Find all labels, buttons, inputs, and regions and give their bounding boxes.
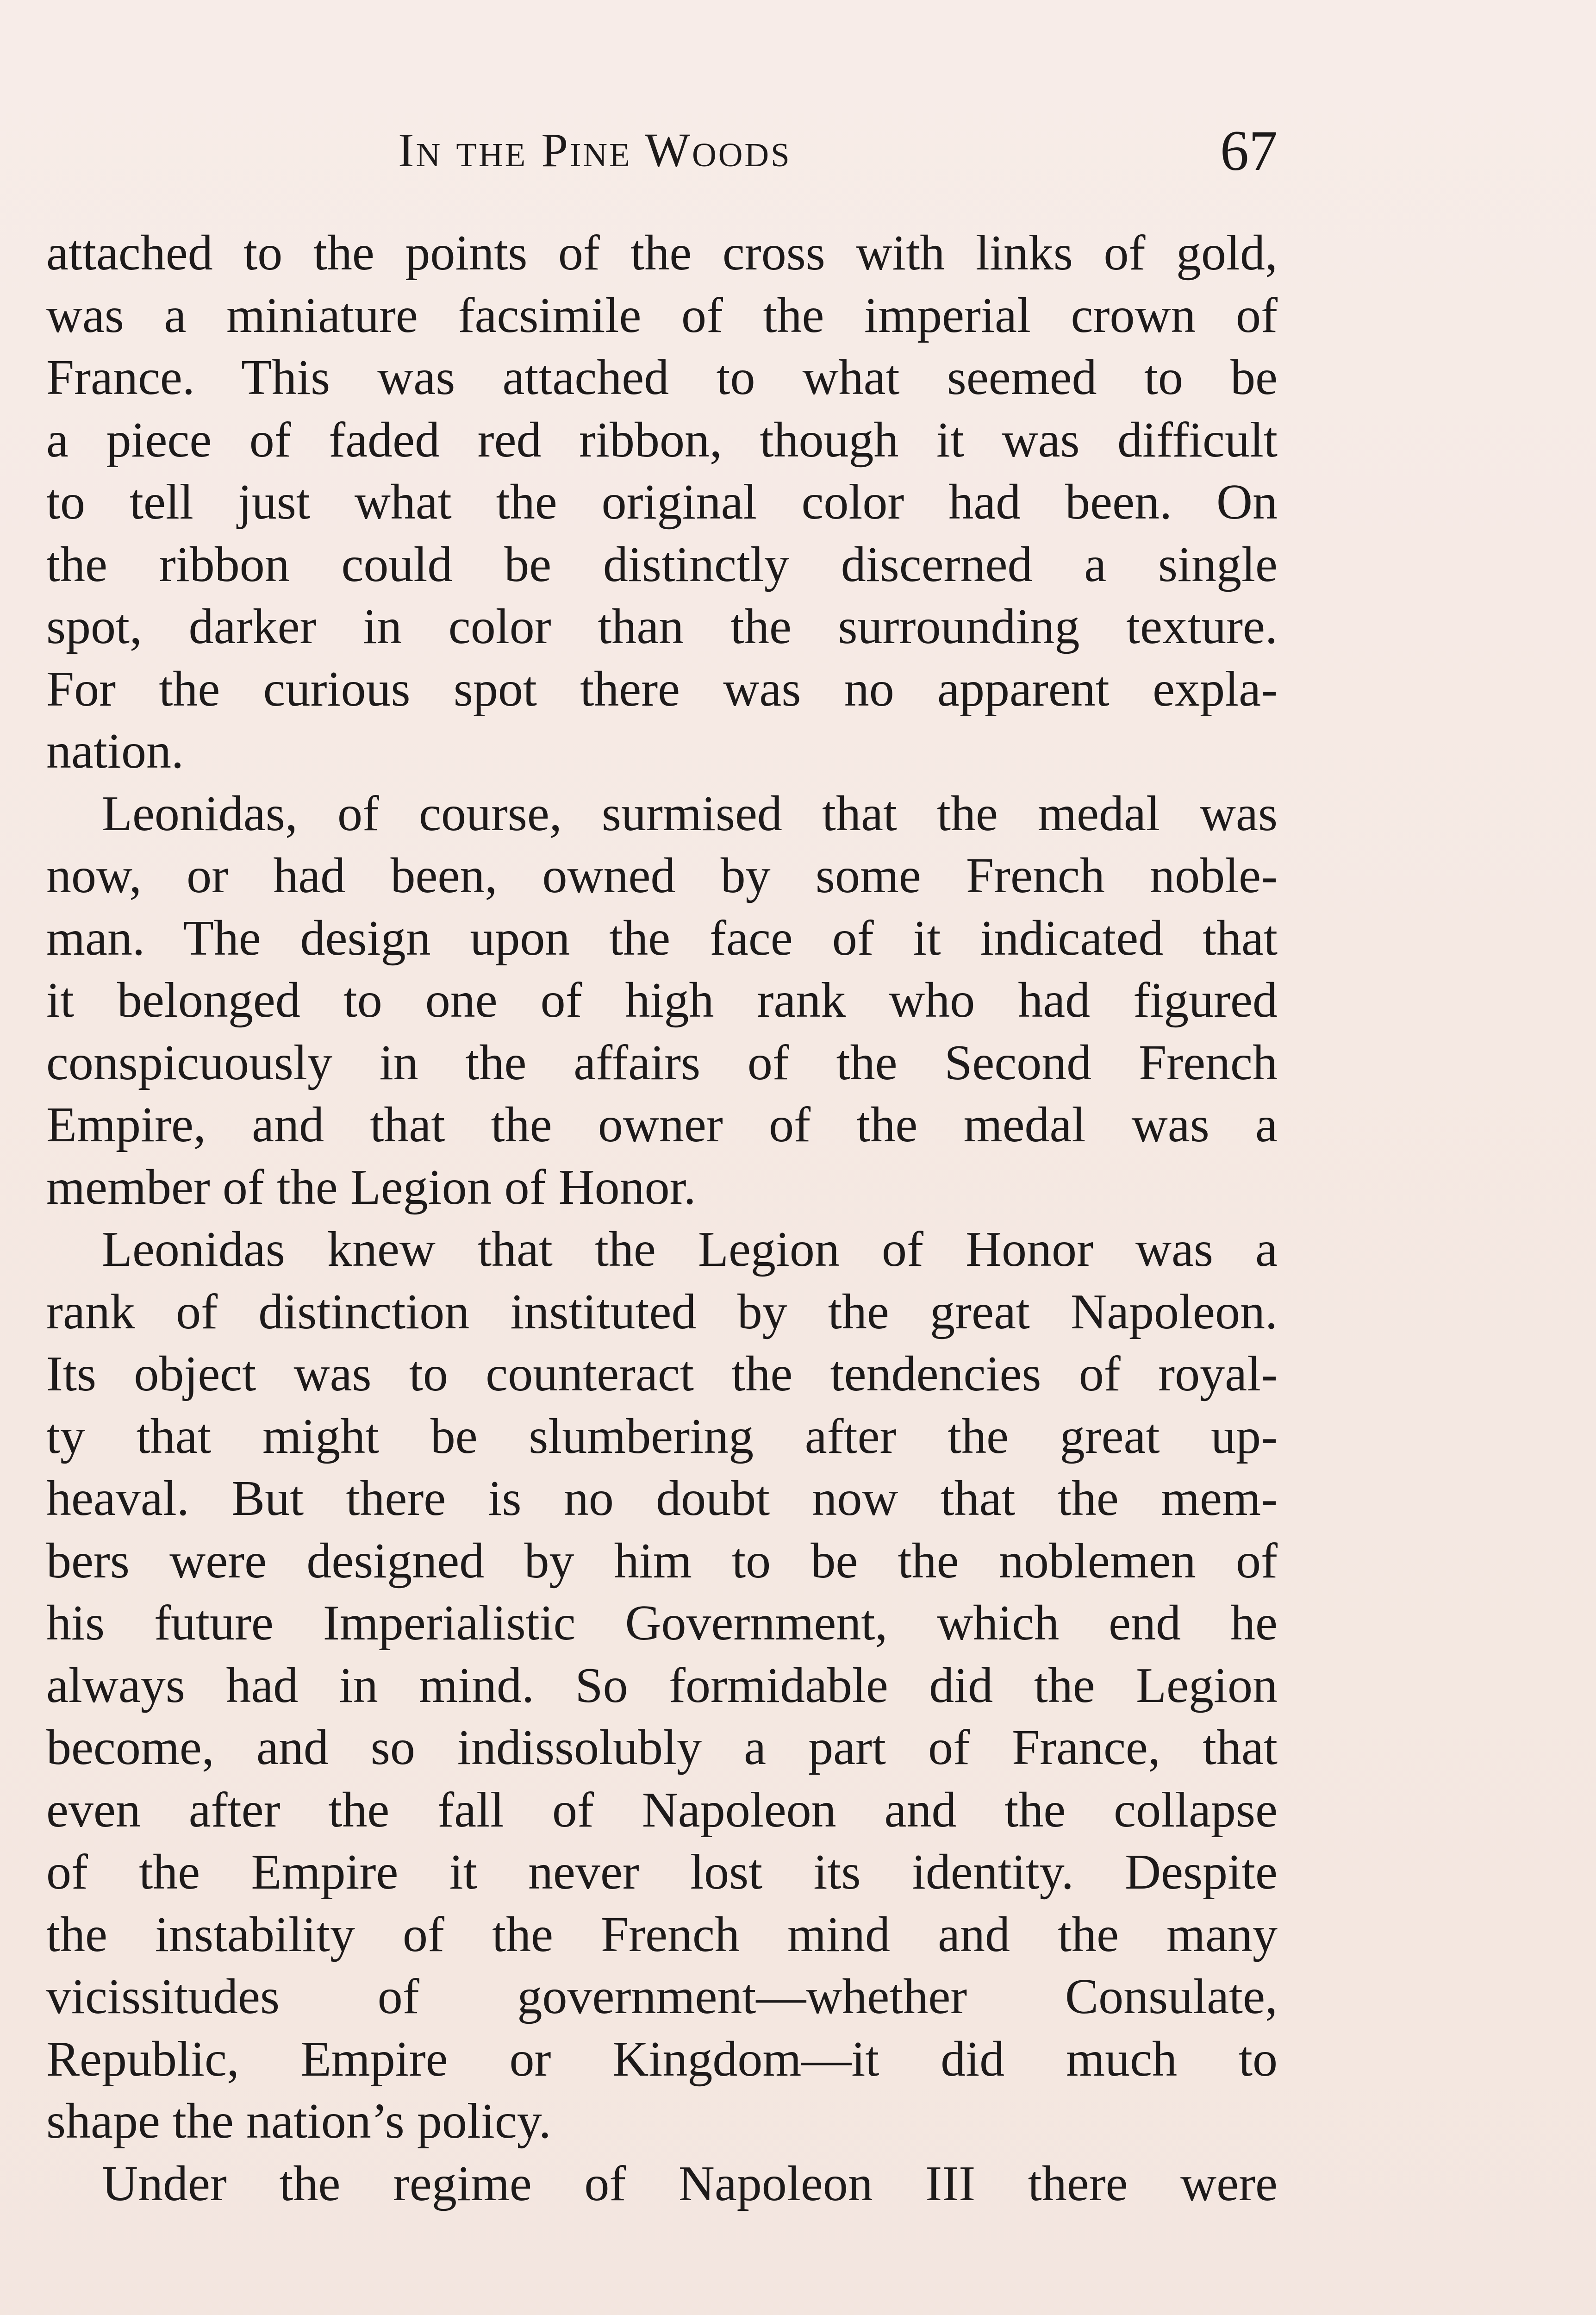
running-head	[46, 118, 1278, 188]
text-line: bers were designed by him to be the noblemen of	[46, 1533, 1278, 1589]
paragraph-first-line: Under the regime of Napoleon III there were	[102, 2156, 1278, 2211]
text-line: vicissitudes of government—whether Consulate,	[46, 1969, 1278, 2024]
text-line: always had in mind. So formidable did the Legion	[46, 1658, 1278, 1713]
text-line: to tell just what the original color had been. On	[46, 475, 1278, 530]
text-line: shape the nation’s policy.	[46, 2094, 551, 2149]
text-line: For the curious spot there was no apparent expla-	[46, 661, 1278, 717]
text-line: attached to the points of the cross with links of gold,	[46, 225, 1278, 281]
text-line: conspicuously in the affairs of the Second French	[46, 1035, 1278, 1090]
text-line: heaval. But there is no doubt now that the mem-	[46, 1471, 1278, 1526]
text-line: even after the fall of Napoleon and the collapse	[46, 1782, 1278, 1838]
running-title: In the Pine Woods	[398, 124, 792, 177]
text-line: ty that might be slumbering after the great up-	[46, 1408, 1278, 1464]
text-line: become, and so indissolubly a part of France, that	[46, 1720, 1278, 1775]
text-line: his future Imperialistic Government, which end he	[46, 1595, 1278, 1651]
text-line: the instability of the French mind and the many	[46, 1907, 1278, 1962]
text-line: member of the Legion of Honor.	[46, 1159, 696, 1215]
text-line: rank of distinction instituted by the great Napoleon.	[46, 1284, 1278, 1339]
text-line: a piece of faded red ribbon, though it was difficult	[46, 412, 1278, 468]
text-line: it belonged to one of high rank who had figured	[46, 973, 1278, 1028]
text-line: man. The design upon the face of it indicated that	[46, 910, 1278, 966]
page-number: 67	[1220, 119, 1278, 182]
text-line: Republic, Empire or Kingdom—it did much to	[46, 2031, 1278, 2087]
text-line: Empire, and that the owner of the medal was a	[46, 1097, 1278, 1152]
text-line: the ribbon could be distinctly discerned a single	[46, 537, 1278, 592]
body-text	[46, 222, 1278, 2215]
text-line: spot, darker in color than the surrounding texture.	[46, 599, 1278, 654]
paragraph-first-line: Leonidas, of course, surmised that the medal was	[102, 786, 1278, 841]
text-line: was a miniature facsimile of the imperial crown of	[46, 288, 1278, 343]
text-line: nation.	[46, 724, 184, 779]
text-line: now, or had been, owned by some French noble-	[46, 848, 1278, 903]
text-line: France. This was attached to what seemed to be	[46, 350, 1278, 405]
text-line: of the Empire it never lost its identity. Despite	[46, 1845, 1278, 1900]
text-line: Its object was to counteract the tendencies of royal-	[46, 1346, 1278, 1402]
paragraph-first-line: Leonidas knew that the Legion of Honor was a	[102, 1222, 1278, 1277]
